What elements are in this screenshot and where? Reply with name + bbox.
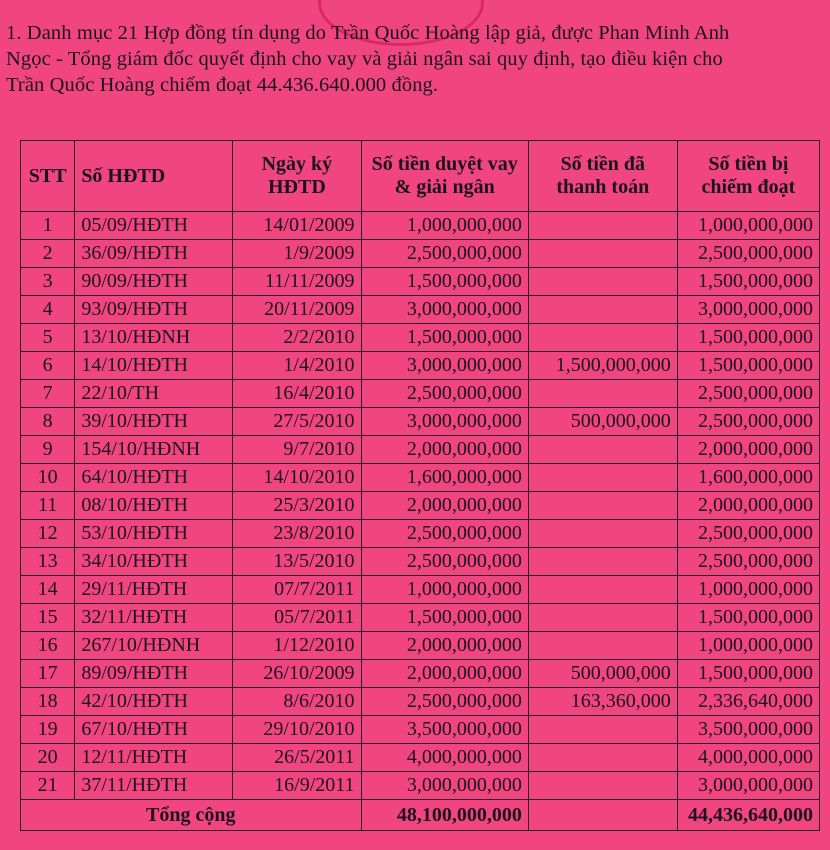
cell-approved: 4,000,000,000 [361,744,528,772]
cell-contract: 05/09/HĐTH [75,212,233,240]
cell-date: 27/5/2010 [233,408,361,436]
total-label: Tổng cộng [21,800,362,831]
cell-lost: 3,000,000,000 [677,296,819,324]
cell-contract: 36/09/HĐTH [75,240,233,268]
cell-stt: 5 [21,324,75,352]
cell-stt: 10 [21,464,75,492]
cell-stt: 21 [21,772,75,800]
cell-approved: 1,000,000,000 [361,212,528,240]
cell-lost: 1,500,000,000 [677,352,819,380]
cell-stt: 16 [21,632,75,660]
table-row [21,464,820,492]
cell-paid: 500,000,000 [528,660,677,688]
cell-date: 8/6/2010 [233,688,361,716]
table-row [21,212,820,240]
table-row [21,576,820,604]
cell-lost: 1,500,000,000 [677,324,819,352]
cell-contract: 89/09/HĐTH [75,660,233,688]
table-row [21,716,820,744]
cell-date: 14/01/2009 [233,212,361,240]
cell-paid [528,744,677,772]
cell-stt: 14 [21,576,75,604]
cell-date: 1/12/2010 [233,632,361,660]
cell-date: 26/5/2011 [233,744,361,772]
cell-approved: 2,000,000,000 [361,660,528,688]
table-row [21,436,820,464]
credit-contracts-table [20,140,820,831]
cell-date: 26/10/2009 [233,660,361,688]
cell-stt: 20 [21,744,75,772]
cell-contract: 37/11/HĐTH [75,772,233,800]
cell-contract: 12/11/HĐTH [75,744,233,772]
cell-contract: 39/10/HĐTH [75,408,233,436]
table-row [21,660,820,688]
cell-lost: 3,000,000,000 [677,772,819,800]
cell-lost: 2,500,000,000 [677,380,819,408]
cell-approved: 2,000,000,000 [361,632,528,660]
cell-paid: 1,500,000,000 [528,352,677,380]
cell-date: 16/4/2010 [233,380,361,408]
cell-date: 25/3/2010 [233,492,361,520]
table-row [21,632,820,660]
cell-stt: 19 [21,716,75,744]
cell-approved: 1,500,000,000 [361,268,528,296]
table-row [21,352,820,380]
cell-paid [528,716,677,744]
cell-stt: 3 [21,268,75,296]
table-row [21,268,820,296]
cell-stt: 17 [21,660,75,688]
cell-lost: 2,500,000,000 [677,408,819,436]
table-row [21,240,820,268]
cell-lost: 3,500,000,000 [677,716,819,744]
cell-paid [528,324,677,352]
cell-paid [528,632,677,660]
cell-paid: 163,360,000 [528,688,677,716]
total-row [21,800,820,831]
cell-stt: 18 [21,688,75,716]
total-approved: 48,100,000,000 [361,800,528,831]
cell-approved: 2,500,000,000 [361,240,528,268]
cell-lost: 2,000,000,000 [677,436,819,464]
intro-paragraph [6,20,821,98]
cell-date: 16/9/2011 [233,772,361,800]
header-paid: Số tiền đã thanh toán [528,141,677,212]
cell-lost: 1,500,000,000 [677,604,819,632]
cell-contract: 14/10/HĐTH [75,352,233,380]
cell-contract: 267/10/HĐNH [75,632,233,660]
cell-lost: 1,000,000,000 [677,212,819,240]
cell-date: 14/10/2010 [233,464,361,492]
cell-approved: 3,000,000,000 [361,296,528,324]
cell-lost: 4,000,000,000 [677,744,819,772]
cell-paid [528,464,677,492]
cell-paid [528,212,677,240]
cell-lost: 2,500,000,000 [677,520,819,548]
cell-approved: 3,000,000,000 [361,352,528,380]
table-row [21,324,820,352]
cell-date: 1/9/2009 [233,240,361,268]
cell-stt: 13 [21,548,75,576]
cell-date: 05/7/2011 [233,604,361,632]
table-row [21,604,820,632]
cell-contract: 90/09/HĐTH [75,268,233,296]
cell-date: 07/7/2011 [233,576,361,604]
table-header-row [21,141,820,212]
cell-stt: 2 [21,240,75,268]
cell-approved: 1,500,000,000 [361,324,528,352]
cell-contract: 42/10/HĐTH [75,688,233,716]
table-row [21,744,820,772]
cell-contract: 29/11/HĐTH [75,576,233,604]
header-stt: STT [21,141,75,212]
total-lost: 44,436,640,000 [677,800,819,831]
cell-paid [528,548,677,576]
cell-approved: 2,500,000,000 [361,380,528,408]
cell-date: 1/4/2010 [233,352,361,380]
cell-date: 29/10/2010 [233,716,361,744]
cell-approved: 1,000,000,000 [361,576,528,604]
cell-stt: 7 [21,380,75,408]
cell-contract: 53/10/HĐTH [75,520,233,548]
cell-lost: 2,336,640,000 [677,688,819,716]
intro-line-2: Ngọc - Tổng giám đốc quyết định cho vay và giải ngân sai quy định, tạo điều kiện cho [6,48,723,70]
cell-lost: 2,500,000,000 [677,548,819,576]
cell-contract: 93/09/HĐTH [75,296,233,324]
header-lost: Số tiền bị chiếm đoạt [677,141,819,212]
cell-date: 13/5/2010 [233,548,361,576]
table-row [21,772,820,800]
table-row [21,296,820,324]
cell-approved: 3,500,000,000 [361,716,528,744]
cell-approved: 2,500,000,000 [361,520,528,548]
cell-paid [528,436,677,464]
cell-paid [528,520,677,548]
intro-line-1: 1. Danh mục 21 Hợp đồng tín dụng do Trần Quốc Hoàng lập giả, được Phan Minh Anh [6,22,730,44]
cell-lost: 1,500,000,000 [677,268,819,296]
cell-contract: 13/10/HĐNH [75,324,233,352]
intro-line-3: Trần Quốc Hoàng chiếm đoạt 44.436.640.000 đồng. [6,74,439,96]
cell-paid [528,576,677,604]
table-row [21,520,820,548]
table-row [21,492,820,520]
table-row [21,408,820,436]
cell-lost: 1,000,000,000 [677,576,819,604]
cell-paid [528,240,677,268]
cell-approved: 3,000,000,000 [361,772,528,800]
total-paid [528,800,677,831]
cell-date: 11/11/2009 [233,268,361,296]
cell-paid [528,604,677,632]
table-row [21,688,820,716]
cell-approved: 1,600,000,000 [361,464,528,492]
cell-approved: 3,000,000,000 [361,408,528,436]
cell-contract: 67/10/HĐTH [75,716,233,744]
cell-approved: 2,500,000,000 [361,688,528,716]
cell-contract: 64/10/HĐTH [75,464,233,492]
cell-contract: 08/10/HĐTH [75,492,233,520]
cell-lost: 1,600,000,000 [677,464,819,492]
cell-stt: 1 [21,212,75,240]
cell-stt: 4 [21,296,75,324]
cell-stt: 6 [21,352,75,380]
cell-date: 2/2/2010 [233,324,361,352]
cell-paid: 500,000,000 [528,408,677,436]
cell-lost: 1,000,000,000 [677,632,819,660]
cell-paid [528,296,677,324]
table-row [21,548,820,576]
cell-approved: 2,000,000,000 [361,436,528,464]
cell-lost: 2,500,000,000 [677,240,819,268]
cell-approved: 1,500,000,000 [361,604,528,632]
cell-approved: 2,000,000,000 [361,492,528,520]
header-date: Ngày ký HĐTD [233,141,361,212]
cell-lost: 1,500,000,000 [677,660,819,688]
cell-stt: 8 [21,408,75,436]
cell-contract: 34/10/HĐTH [75,548,233,576]
cell-date: 23/8/2010 [233,520,361,548]
cell-stt: 12 [21,520,75,548]
cell-stt: 9 [21,436,75,464]
header-approved: Số tiền duyệt vay & giải ngân [361,141,528,212]
cell-contract: 22/10/TH [75,380,233,408]
cell-lost: 2,000,000,000 [677,492,819,520]
cell-paid [528,772,677,800]
header-contract: Số HĐTD [75,141,233,212]
cell-date: 20/11/2009 [233,296,361,324]
cell-paid [528,492,677,520]
cell-stt: 11 [21,492,75,520]
table-row [21,380,820,408]
table-body [21,212,820,831]
cell-contract: 32/11/HĐTH [75,604,233,632]
cell-paid [528,380,677,408]
cell-paid [528,268,677,296]
cell-date: 9/7/2010 [233,436,361,464]
cell-approved: 2,500,000,000 [361,548,528,576]
cell-stt: 15 [21,604,75,632]
cell-contract: 154/10/HĐNH [75,436,233,464]
